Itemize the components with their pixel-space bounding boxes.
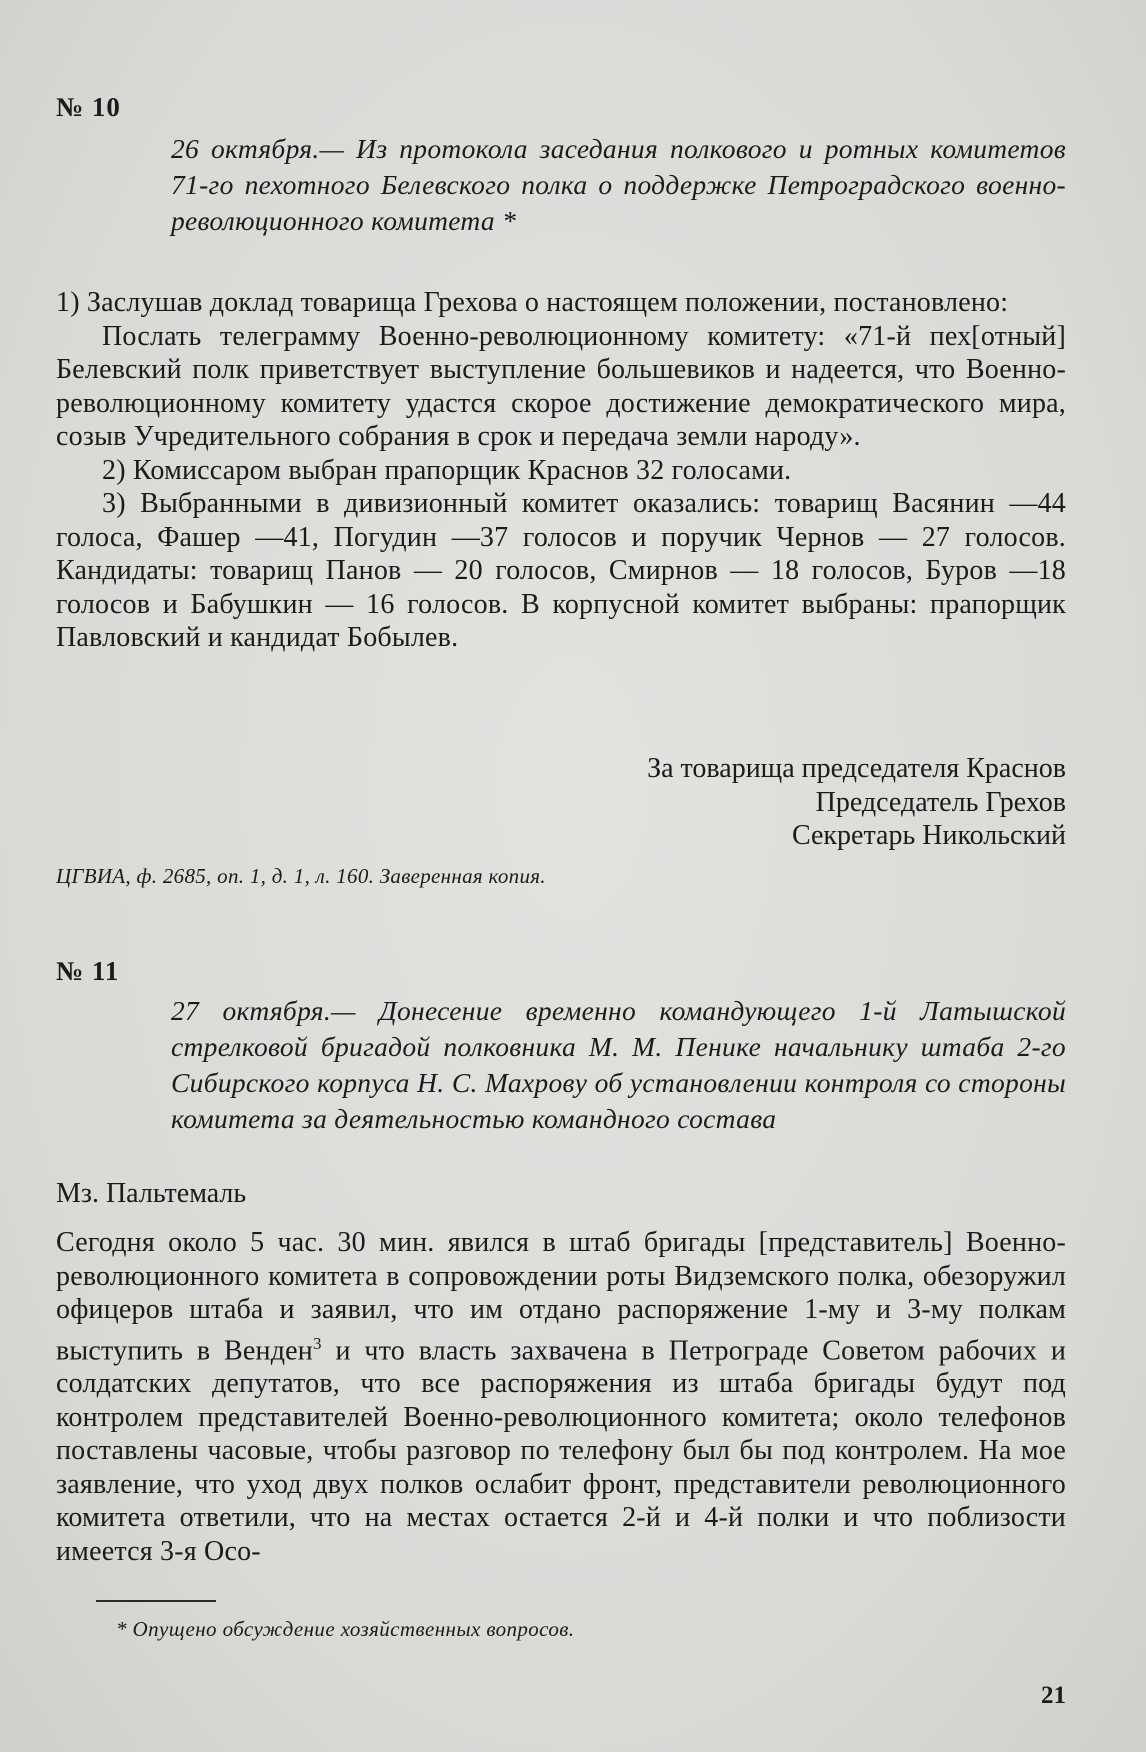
document-number: № 10: [56, 92, 121, 122]
signatures: [56, 752, 1066, 853]
signature-line: Секретарь Никольский: [791, 820, 1066, 851]
document-11-body: [56, 1226, 1066, 1568]
page-number: 21: [1041, 1682, 1066, 1709]
signature-line: За товарища председателя Краснов: [647, 753, 1066, 784]
paragraph: Послать телеграмму Военно-революционному комитету: «71-й пех[отный] Белевский полк приветствует выступление большевиков и надеется, что Военно-революционному комитету удастся скорое достижение демократического мира, созыв Учредительного собрания в срок и передача земли народу».: [56, 320, 1066, 452]
document-10: [56, 92, 1066, 239]
document-heading: 26 октября.— Из протокола заседания полкового и ротных комитетов 71-го пехотного Белевского полка о поддержке Петроградского военно-революционного комитета *: [171, 133, 1066, 236]
place-line: Мз. Пальтемаль: [56, 1178, 247, 1209]
paragraph: 3) Выбранными в дивизионный комитет оказались: товарищ Васянин —44 голоса, Фашер —41, Погудин —37 голосов и поручик Чернов — 27 голосов. Кандидаты: товарищ Панов — 20 голосов, Смирнов — 18 голосов, Буров —18 голосов и Бабушкин — 16 голосов. В корпусной комитет выбраны: прапорщик Павловский и кандидат Бобылев.: [56, 488, 1066, 653]
document-heading: 27 октября.— Донесение временно командующего 1-й Латышской стрелковой бригадой полковника М. М. Пенике начальнику штаба 2-го Сибирского корпуса Н. С. Махрову об установлении контроля со стороны комитета за деятельностью командного состава: [171, 995, 1066, 1134]
document-11: [56, 956, 1066, 1137]
footnote: * Опущено обсуждение хозяйственных вопросов.: [116, 1617, 575, 1641]
document-10-body: [56, 286, 1066, 655]
signature-line: Председатель Грехов: [815, 786, 1066, 818]
paragraph: [56, 1226, 1066, 1568]
paragraph-text: Сегодня около 5 час. 30 мин. явился в штаб бригады [представитель] Военно-революционного комитета в сопровождении роты Видземского полка, обезоружил офицеров штаба и заявил, что им отдано распоряжение 1-му и 3-му полкам выступить в Венден: [56, 1227, 1066, 1366]
document-number: № 11: [56, 956, 120, 986]
paragraph: 1) Заслушав доклад товарища Грехова о настоящем положении, постановлено:: [56, 287, 1009, 318]
paragraph: 2) Комиссаром выбран прапорщик Краснов 32 голосами.: [102, 454, 792, 486]
footnote-divider: [96, 1600, 216, 1602]
archive-reference: ЦГВИА, ф. 2685, оп. 1, д. 1, л. 160. Заверенная копия.: [56, 864, 546, 888]
paragraph-text: и что власть захвачена в Петрограде Советом рабочих и солдатских депутатов, что все распоряжения из штаба бригады будут под контролем представителей Военно-революционного комитета; около телефонов поставлены часовые, чтобы разговор по телефону был бы под контролем. На мое заявление, что уход двух полков ослабит фронт, представители революционного комитета ответили, что на местах остается 2-й и 4-й полки и что поблизости имеется 3-я Осо-: [56, 1334, 1066, 1567]
footnote-reference: 3: [313, 1333, 322, 1353]
